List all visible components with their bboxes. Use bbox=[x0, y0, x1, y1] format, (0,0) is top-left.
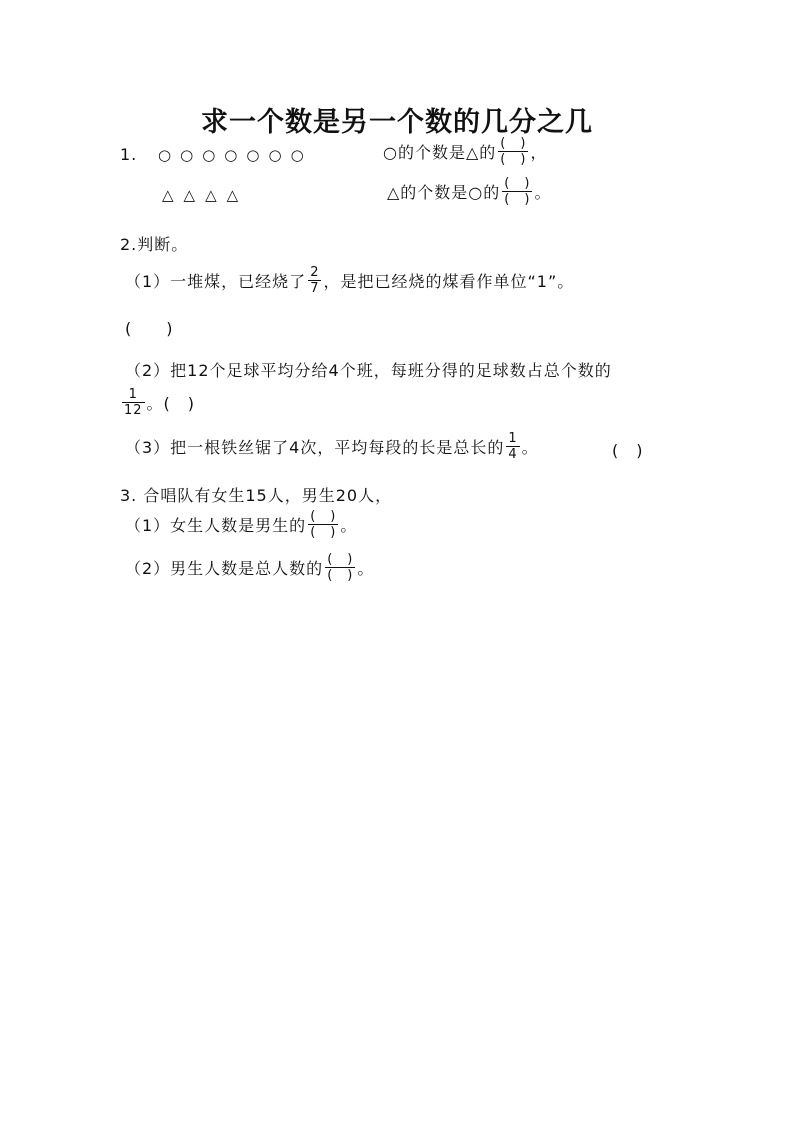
q1-line1 bbox=[383, 137, 547, 166]
q2-item2-text: （2）把12个足球平均分给4个班，每班分得的足球数占总个数的 bbox=[125, 361, 612, 380]
page-title: 求一个数是另一个数的几分之几 bbox=[201, 107, 593, 138]
circle-icon: ○ bbox=[158, 146, 172, 164]
q1-line2-fraction bbox=[502, 177, 532, 206]
q2-item1-answer-blank[interactable]: ( ) bbox=[125, 319, 174, 338]
q2-item3-fraction bbox=[506, 432, 519, 461]
q1-number: 1. bbox=[120, 145, 138, 164]
q1-triangles-row bbox=[162, 186, 248, 204]
q1-circles-row bbox=[158, 146, 313, 164]
q3-item2-fraction bbox=[325, 553, 355, 582]
q2-item1-text: （1）一堆煤，已经烧了 bbox=[125, 272, 307, 291]
fraction-denominator-blank[interactable]: ( ) bbox=[504, 192, 531, 207]
triangle-icon: △ bbox=[162, 186, 174, 204]
q2-item2-cont bbox=[120, 388, 195, 417]
circle-icon: ○ bbox=[290, 146, 304, 164]
circle-icon: ○ bbox=[268, 146, 282, 164]
q2-item3-punct: 。 bbox=[521, 438, 539, 457]
fraction-numerator: 1 bbox=[508, 431, 518, 446]
triangle-icon: △ bbox=[183, 186, 196, 204]
q2-item1 bbox=[125, 266, 574, 295]
q2-item1-text-end: ，是把已经烧的煤看作单位“1”。 bbox=[323, 272, 575, 291]
fraction-numerator-blank[interactable]: ( ) bbox=[310, 509, 337, 524]
fraction-numerator-blank[interactable]: ( ) bbox=[327, 552, 354, 567]
q1-line1-text: ○的个数是△的 bbox=[383, 143, 497, 162]
q3-item1 bbox=[125, 510, 357, 539]
q3-item2-punct: 。 bbox=[357, 559, 375, 578]
fraction-denominator-blank[interactable]: ( ) bbox=[500, 152, 527, 167]
q3-item1-punct: 。 bbox=[340, 516, 358, 535]
q1-line2-text: △的个数是○的 bbox=[387, 183, 501, 202]
q1-line1-punct: ， bbox=[530, 143, 548, 162]
q3-item2 bbox=[125, 553, 374, 582]
q2-heading: 2.判断。 bbox=[120, 235, 189, 254]
q3-item2-text: （2）男生人数是总人数的 bbox=[125, 559, 324, 578]
q3-item1-text: （1）女生人数是男生的 bbox=[125, 516, 307, 535]
fraction-numerator: 2 bbox=[310, 265, 320, 280]
fraction-denominator-blank[interactable]: ( ) bbox=[310, 525, 337, 540]
q1-line2-punct: 。 bbox=[534, 183, 552, 202]
circle-icon: ○ bbox=[202, 146, 216, 164]
circle-icon: ○ bbox=[180, 146, 194, 164]
q2-item3 bbox=[125, 432, 539, 461]
fraction-numerator-blank[interactable]: ( ) bbox=[504, 176, 531, 191]
q1-line1-fraction bbox=[498, 137, 528, 166]
q1-line2 bbox=[387, 177, 551, 206]
circle-icon: ○ bbox=[224, 146, 238, 164]
fraction-denominator: 12 bbox=[124, 403, 143, 418]
circle-icon: ○ bbox=[246, 146, 260, 164]
fraction-numerator: 1 bbox=[128, 387, 138, 402]
fraction-denominator: 7 bbox=[310, 281, 320, 296]
triangle-icon: △ bbox=[205, 186, 217, 204]
q3-item1-fraction bbox=[308, 510, 338, 539]
fraction-numerator-blank[interactable]: ( ) bbox=[500, 136, 527, 151]
q2-item1-fraction bbox=[308, 266, 321, 295]
q2-item2-answer-blank[interactable]: 。( ) bbox=[146, 394, 196, 413]
triangle-icon: △ bbox=[226, 186, 239, 204]
q3-heading: 3. 合唱队有女生15人，男生20人， bbox=[120, 486, 393, 505]
fraction-denominator-blank[interactable]: ( ) bbox=[327, 568, 354, 583]
fraction-denominator: 4 bbox=[508, 447, 518, 462]
q2-item2-fraction bbox=[122, 388, 145, 417]
q2-item3-text: （3）把一根铁丝锯了4次，平均每段的长是总长的 bbox=[125, 438, 505, 457]
q2-item3-answer-blank[interactable]: ( ) bbox=[612, 441, 644, 460]
